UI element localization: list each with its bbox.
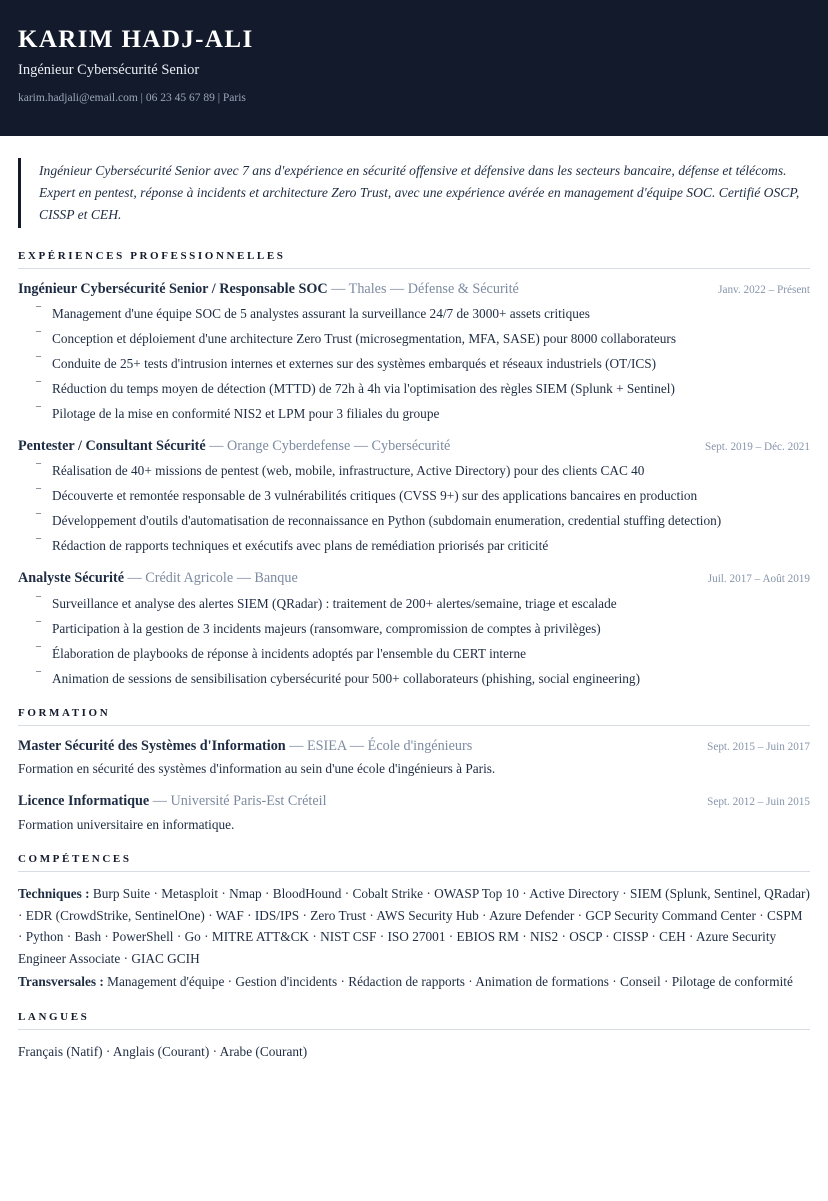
- section-skills: [18, 853, 810, 993]
- education-title-line: [18, 737, 693, 756]
- experience-date: Sept. 2019 – Déc. 2021: [704, 441, 810, 454]
- skill-category-label: Techniques :: [18, 886, 90, 902]
- bullet-item: – Réduction du temps moyen de détection (MTTD) de 72h à 4h via l'optimisation des règles SIEM (Splunk + Sentinel): [36, 378, 810, 399]
- profile-summary-text: Ingénieur Cybersécurité Senior avec 7 ans d'expérience en sécurité offensive et défensive dans les secteurs bancaire, défense et télécoms. Expert en pentest, réponse à incidents et architecture Zero Trust, avec une expérience avérée en management d'équipe SOC. Certifié OSCP, CISSP et CEH.: [39, 163, 800, 223]
- skill-items: Management d'équipe · Gestion d'incidents · Rédaction de rapports · Animation de formations · Conseil · Pilotage de conformité: [103, 974, 793, 990]
- experience-role: Analyste Sécurité: [18, 570, 124, 587]
- cv-body: [0, 136, 828, 1088]
- experience-bullet-list: [18, 303, 810, 424]
- section-experience: [18, 250, 810, 689]
- bullet-item: – Élaboration de playbooks de réponse à incidents adoptés par l'ensemble du CERT interne: [36, 643, 810, 664]
- candidate-name: KARIM HADJ-ALI: [18, 26, 254, 53]
- education-org: — ESIEA — École d'ingénieurs: [285, 737, 473, 754]
- education-entry-header: [18, 792, 810, 811]
- contact-line: karim.hadjali@email.com | 06 23 45 67 89 | Paris: [18, 91, 246, 104]
- experience-bullet-list: [18, 460, 810, 556]
- experience-bullet-list: [18, 593, 810, 689]
- section-heading-education: FORMATION: [18, 706, 111, 719]
- education-entry-header: [18, 737, 810, 756]
- education-entry: [18, 792, 810, 835]
- experience-entry-header: [18, 437, 810, 456]
- skill-row: [18, 883, 810, 969]
- experience-role: Ingénieur Cybersécurité Senior / Responsable SOC: [18, 281, 328, 298]
- bullet-item: – Développement d'outils d'automatisation de reconnaissance en Python (subdomain enumeration, credential stuffing detection): [36, 510, 810, 531]
- experience-entry: [18, 569, 810, 688]
- experience-entry-header: [18, 569, 810, 588]
- bullet-item: – Réalisation de 40+ missions de pentest (web, mobile, infrastructure, Active Directory) pour des clients CAC 40: [36, 460, 810, 481]
- bullet-item: – Rédaction de rapports techniques et exécutifs avec plans de remédiation priorisés par criticité: [36, 535, 810, 556]
- education-description: Formation en sécurité des systèmes d'information au sein d'une école d'ingénieurs à Paris.: [18, 760, 496, 776]
- experience-org: — Orange Cyberdefense — Cybersécurité: [205, 438, 451, 455]
- bullet-item: – Participation à la gestion de 3 incidents majeurs (ransomware, compromission de comptes à privilèges): [36, 618, 810, 639]
- experience-entry-header: [18, 280, 810, 299]
- bullet-item: – Conduite de 25+ tests d'intrusion internes et externes sur des systèmes embarqués et réseaux industriels (OT/ICS): [36, 353, 810, 374]
- experience-entry: [18, 437, 810, 556]
- section-divider: [18, 871, 810, 872]
- languages-list: Français (Natif) · Anglais (Courant) · Arabe (Courant): [18, 1043, 308, 1059]
- education-org: — Université Paris-Est Créteil: [149, 793, 327, 810]
- bullet-item: – Surveillance et analyse des alertes SIEM (QRadar) : traitement de 200+ alertes/semaine, triage et escalade: [36, 593, 810, 614]
- education-degree: Master Sécurité des Systèmes d'Information: [18, 737, 286, 754]
- education-entry: [18, 737, 810, 780]
- education-degree: Licence Informatique: [18, 793, 150, 810]
- experience-title-line: [18, 569, 694, 588]
- section-heading-skills: COMPÉTENCES: [18, 853, 132, 866]
- education-title-line: [18, 792, 693, 811]
- bullet-item: – Découverte et remontée responsable de 3 vulnérabilités critiques (CVSS 9+) sur des applications bancaires en production: [36, 485, 810, 506]
- experience-title-line: [18, 280, 704, 299]
- bullet-item: – Management d'une équipe SOC de 5 analystes assurant la surveillance 24/7 de 3000+ assets critiques: [36, 303, 810, 324]
- section-education: [18, 707, 810, 836]
- skill-category-label: Transversales :: [18, 974, 104, 990]
- bullet-item: – Pilotage de la mise en conformité NIS2 et LPM pour 3 filiales du groupe: [36, 403, 810, 424]
- experience-title-line: [18, 437, 691, 456]
- profile-summary: [18, 158, 810, 228]
- education-description: Formation universitaire en informatique.: [18, 816, 235, 832]
- section-divider: [18, 1029, 810, 1030]
- section-divider: [18, 725, 810, 726]
- experience-org: — Thales — Défense & Sécurité: [327, 281, 519, 298]
- skill-row: [18, 971, 810, 993]
- skill-items: Burp Suite · Metasploit · Nmap · BloodHound · Cobalt Strike · OWASP Top 10 · Active Directory · SIEM (Splunk, Sentinel, QRadar) · EDR (CrowdStrike, SentinelOne) · WAF · IDS/IPS · Zero Trust · AWS Security Hub · Azure Defender · GCP Security Command Center · CSPM · Python · Bash · PowerShell · Go · MITRE ATT&CK · NIST CSF · ISO 27001 · EBIOS RM · NIS2 · OSCP · CISSP · CEH · Azure Security Engineer Associate · GIAC GCIH: [18, 886, 810, 966]
- section-languages: [18, 1011, 810, 1062]
- experience-role: Pentester / Consultant Sécurité: [18, 438, 206, 455]
- candidate-job-title: Ingénieur Cybersécurité Senior: [18, 61, 200, 78]
- experience-date: Juil. 2017 – Août 2019: [707, 573, 810, 586]
- education-date: Sept. 2012 – Juin 2015: [707, 796, 810, 809]
- cv-header: [0, 0, 828, 136]
- section-heading-languages: LANGUES: [18, 1010, 90, 1023]
- experience-entry: [18, 280, 810, 424]
- experience-org: — Crédit Agricole — Banque: [124, 570, 298, 587]
- section-divider: [18, 268, 810, 269]
- education-date: Sept. 2015 – Juin 2017: [707, 740, 810, 753]
- experience-date: Janv. 2022 – Présent: [718, 284, 810, 297]
- bullet-item: – Conception et déploiement d'une architecture Zero Trust (microsegmentation, MFA, SASE) pour 8000 collaborateurs: [36, 328, 810, 349]
- section-heading-experience: EXPÉRIENCES PROFESSIONNELLES: [18, 250, 286, 263]
- bullet-item: – Animation de sessions de sensibilisation cybersécurité pour 500+ collaborateurs (phishing, social engineering): [36, 668, 810, 689]
